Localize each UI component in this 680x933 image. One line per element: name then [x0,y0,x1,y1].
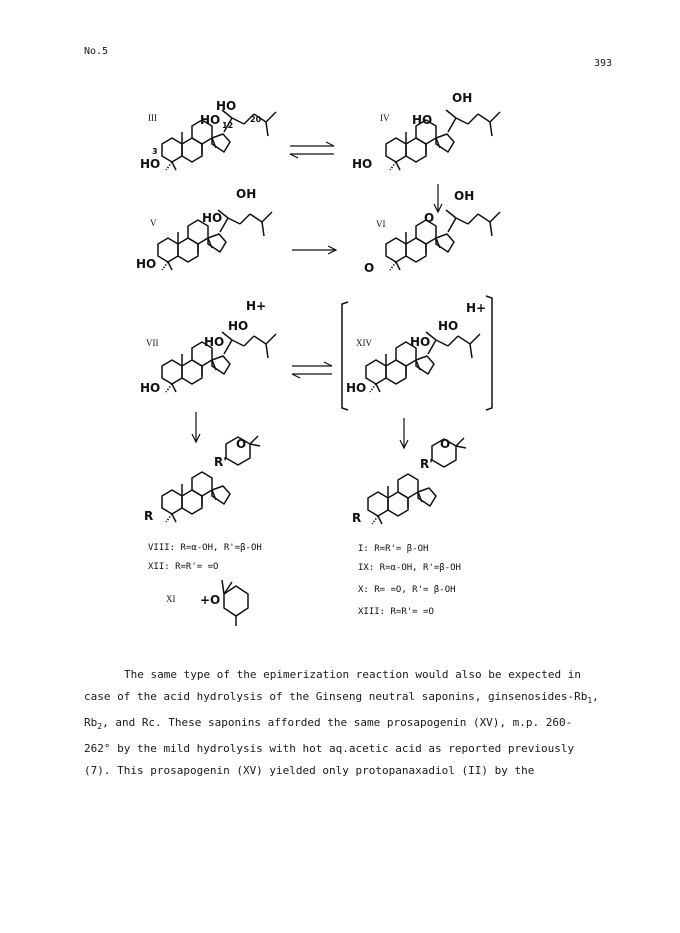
label-V: V [150,218,157,228]
position-12: 12 [222,121,234,130]
atom-ho-3-V: HO [136,257,157,271]
atom-ho-3-VII: HO [140,381,161,395]
atom-rprime-product-left: R' [214,455,227,469]
position-3: 3 [152,147,158,156]
atom-oh-V: OH [236,187,257,201]
equilibrium-arrow-VII-XIV [292,362,332,378]
atom-r-product-right: R [352,511,362,525]
atom-rprime-product-right: R' [420,457,433,471]
caption-VIII: VIII: R=α-OH, R'=β-OH [148,543,262,553]
label-VI: VI [376,219,386,229]
arrow-VII-products [192,412,200,442]
arrow-V-VI [292,246,336,254]
body-line: (7). This prosapogenin (XV) yielded only protopanaxadiol (II) by the [84,764,535,778]
caption-XII: XII: R=R'= =O [148,562,219,572]
arrow-IV-VI [434,184,442,212]
structure-XI [222,580,248,626]
caption-I: I: R=R'= β-OH [358,544,429,554]
journal-issue: No.5 [84,46,109,57]
body-line: The same type of the epimerization reaction would also be expected in [124,668,581,681]
atom-ho-a-XIV: HO [438,319,459,333]
body-paragraph [84,664,624,782]
label-XI: XI [166,594,176,604]
label-IV: IV [380,113,390,123]
atom-ho-3-IV: HO [352,157,373,171]
bracket-right [486,296,492,410]
atom-o-3-VI: O [364,261,375,275]
atom-oh-VI: OH [454,189,475,203]
atom-ho-3-III: HO [140,157,161,171]
atom-o-product-right: O [440,437,451,451]
atom-ho-20-III: HO [216,99,237,113]
atom-ho-12-V: HO [202,211,223,225]
body-line: 262° by the mild hydrolysis with hot aq.acetic acid as reported previously [84,742,575,756]
equilibrium-arrow-III-IV [290,142,334,158]
caption-XIII: XIII: R=R'= =O [358,607,434,617]
atom-ho-12-III: HO [200,113,221,127]
atom-oh-20-IV: OH [452,91,473,105]
caption-X: X: R= =O, R'= β-OH [358,585,456,595]
arrow-XIV-products [400,418,408,448]
atom-oxonium-XI: +O [200,593,221,607]
label-VII: VII [146,338,159,348]
atom-ho-a-VII: HO [228,319,249,333]
atom-hplus-VII: H+ [246,299,267,313]
position-20: 20 [250,115,262,124]
atom-r-product-left: R [144,509,154,523]
page-number: 393 [594,58,613,69]
caption-IX: IX: R=α-OH, R'=β-OH [358,563,461,573]
atom-ho-12-IV: HO [412,113,433,127]
atom-ho-3-XIV: HO [346,381,367,395]
atom-ho-b-XIV: HO [410,335,431,349]
body-line: case of the acid hydrolysis of the Ginseng neutral saponins, ginsenosides-$Rb_1$, [84,690,599,706]
atom-o-12-VI: O [424,211,435,225]
atom-o-product-left: O [236,437,247,451]
label-III: III [148,113,157,123]
body-line: $Rb_2$, and Rc. These saponins afforded the same prosapogenin (XV), m.p. 260- [84,716,573,732]
atom-ho-b-VII: HO [204,335,225,349]
atom-hplus-XIV: H+ [466,301,487,315]
label-XIV: XIV [356,338,372,348]
